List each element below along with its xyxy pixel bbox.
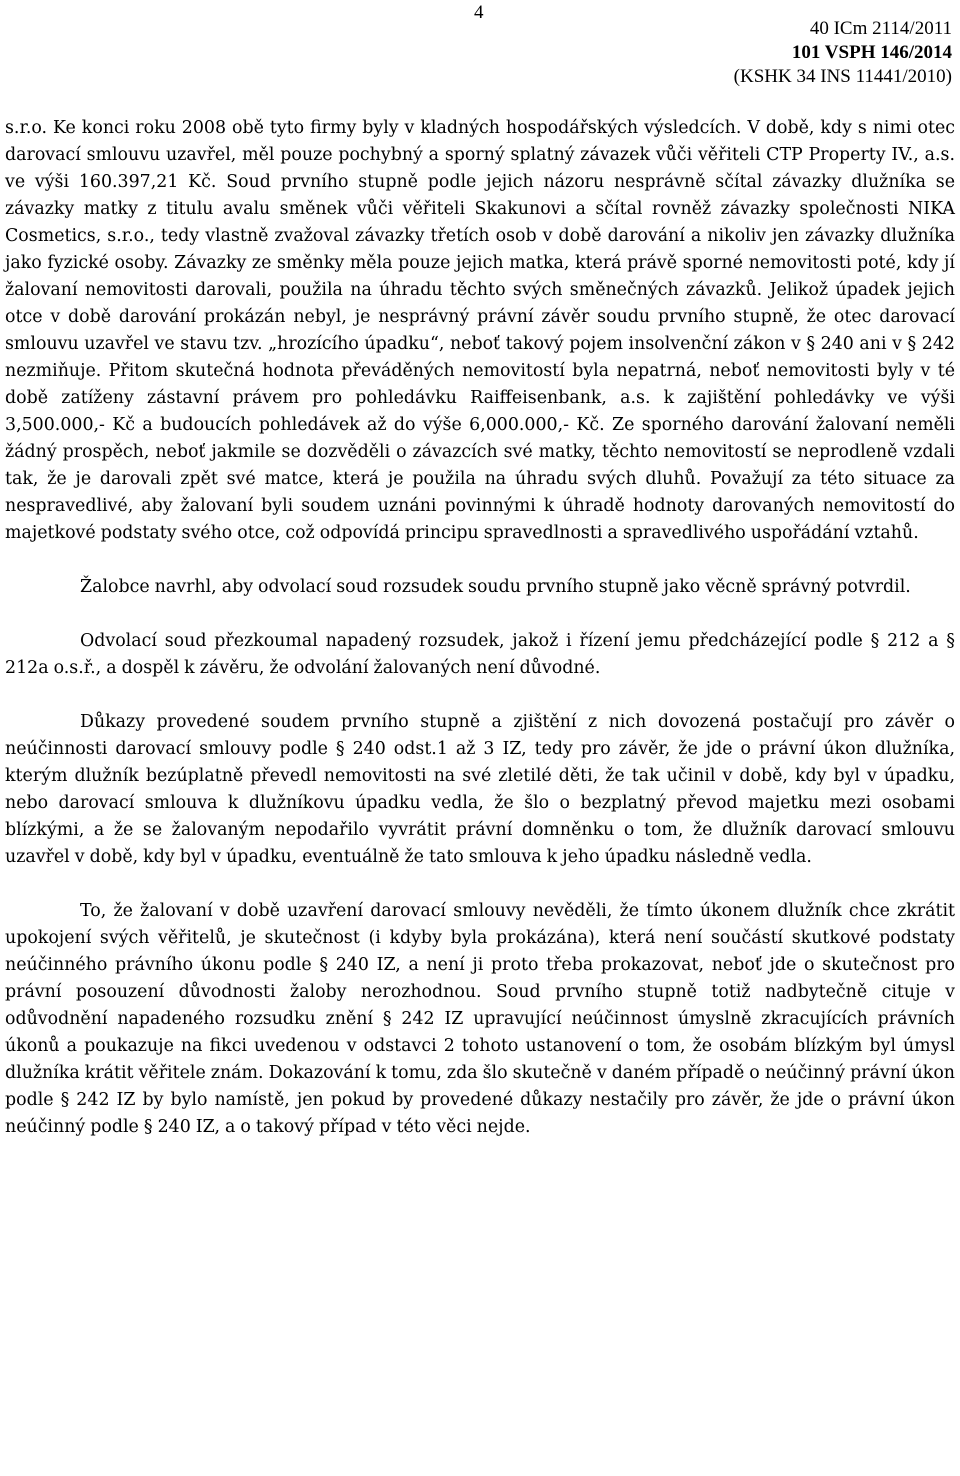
case-ref-bold: 101 VSPH 146/2014 <box>791 42 952 63</box>
document-body <box>5 115 955 1141</box>
paragraph-appellants-argument: s.r.o. Ke konci roku 2008 obě tyto firmy byly v kladných hospodářských výsledcích. V době, kdy s nimi otec darovací smlouvu uzavřel, měl pouze pochybný a sporný splatný závazek vůči věřiteli CTP Property IV., a.s. ve výši 160.397,21 Kč. Soud prvního stupně podle jejich názoru nesprávně sčítal závazky dlužníka se závazky matky z titulu avalu směnek vůči věřiteli Skakunovi a sčítal rovněž závazky společnosti NIKA Cosmetics, s.r.o., tedy vlastně zvažoval závazky třetích osob v době darování a nikoliv jen závazky dlužníka jako fyzické osoby. Závazky ze směnky měla pouze jejich matka, která právě sporné nemovitosti poté, kdy jí žalovaní nemovitosti darovali, použila na úhradu těchto svých směnečných závazků. Jelikož úpadek jejich otce v době darování prokázán nebyl, je nesprávný právní závěr soudu prvního stupně, že otec darovací smlouvu uzavřel ve stavu tzv. „hrozícího úpadku“, neboť takový pojem insolvenční zákon v § 240 ani v § 242 nezmiňuje. Přitom skutečná hodnota převáděných nemovitostí byla nepatrná, neboť nemovitosti byly v té době zatíženy zástavní právem pro pohledávku Raiffeisenbank, a.s. k zajištění pohledávky ve výši 3,500.000,- Kč a budoucích pohledávek až do výše 6,000.000,- Kč. Ze sporného darování žalovaní neměli žádný prospěch, neboť jakmile se dozvěděli o závazcích své matky, těchto nemovitostí se neprodleně vzdali tak, že je darovali zpět své matce, která je použila na úhradu svých dluhů. Považují za této situace za nespravedlivé, aby žalovaní byli soudem uznáni povinnými k úhradě hodnoty darovaných nemovitostí do majetkové podstaty svého otce, což odpovídá principu spravedlnosti a spravedlivého uspořádání vztahů. <box>5 118 955 543</box>
page-number: 4 <box>474 2 484 23</box>
paragraph-evidence-conclusion: Důkazy provedené soudem prvního stupně a zjištění z nich dovozená postačují pro závěr o neúčinnosti darovací smlouvy podle § 240 odst.1 až 3 IZ, tedy pro závěr, že jde o právní úkon dlužníka, kterým dlužník bezúplatně převedl nemovitosti na své zletilé děti, že tak učinil v době, kdy byl v úpadku, nebo darovací smlouva k dlužníkovu úpadku vedla, že šlo o bezplatný převod majetku mezi osobami blízkými, a že se žalovaným nepodařilo vyvrátit právní domněnku o tom, že dlužník darovací smlouvu uzavřel v době, kdy byl v úpadku, eventuálně že tato smlouva k jeho úpadku následně vedla. <box>5 712 955 867</box>
paragraph-legal-assessment: To, že žalovaní v době uzavření darovací smlouvy nevěděli, že tímto úkonem dlužník chce zkrátit upokojení svých věřitelů, je skutečnost (i kdyby byla prokázána), která není součástí skutkové podstaty neúčinného právního úkonu podle § 240 IZ, a není ji proto třeba prokazovat, neboť jde o skutečnost pro právní posouzení důvodnosti žaloby nerozhodnou. Soud prvního stupně totiž nadbytečně cituje v odůvodnění napadeného rozsudku znění § 242 IZ upravující neúčinnost úmyslně zkracujících právních úkonů a poukazuje na fikci uvedenou v odstavci 2 tohoto ustanovení o tom, že osobám blízkým byl úmysl dlužníka krátit věřitele znám. Dokazování k tomu, zda šlo skutečně v daném případě o neúčinný právní úkon podle § 242 IZ by bylo namístě, jen pokud by provedené důkazy nestačily pro závěr, že jde o právní úkon neúčinný podle § 240 IZ, a o takový případ v této věci nejde. <box>5 901 955 1137</box>
paragraph-plaintiff-proposal: Žalobce navrhl, aby odvolací soud rozsudek soudu prvního stupně jako věcně správný potvrdil. <box>80 577 911 597</box>
paragraph-court-review: Odvolací soud přezkoumal napadený rozsudek, jakož i řízení jemu předcházející podle § 212 a § 212a o.s.ř., a dospěl k závěru, že odvolání žalovaných není důvodné. <box>5 631 955 678</box>
case-reference-header <box>734 17 952 89</box>
case-ref-primary: 40 ICm 2114/2011 <box>809 18 952 39</box>
case-ref-secondary: (KSHK 34 INS 11441/2010) <box>733 66 952 87</box>
